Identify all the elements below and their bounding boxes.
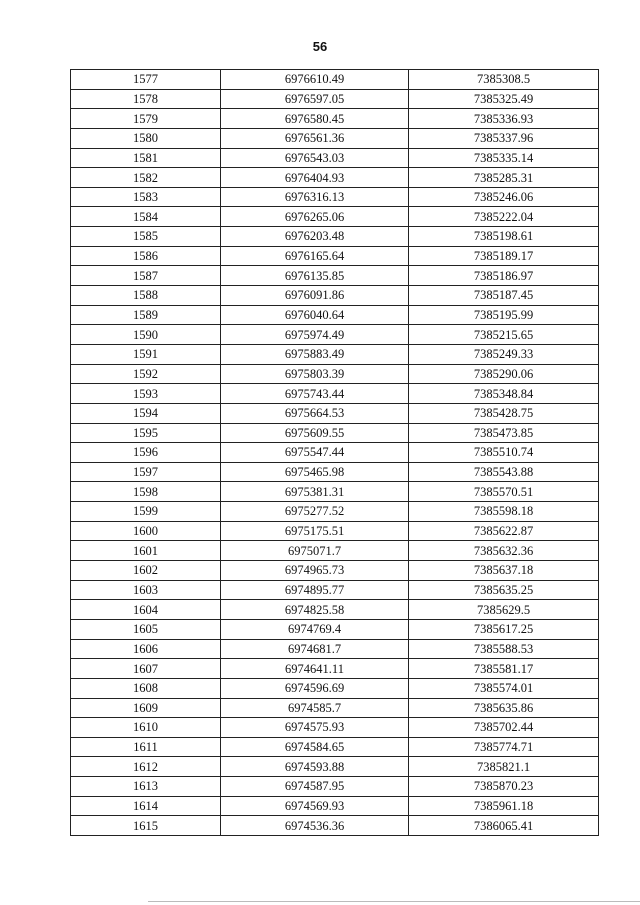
y-coordinate-cell: 7385187.45 — [409, 286, 599, 306]
point-number-cell: 1610 — [71, 718, 221, 738]
point-number-cell: 1578 — [71, 89, 221, 109]
point-number-cell: 1611 — [71, 737, 221, 757]
table-row — [71, 207, 599, 227]
x-coordinate-cell: 6976543.03 — [221, 148, 409, 168]
x-coordinate-cell: 6976561.36 — [221, 128, 409, 148]
point-number-cell: 1596 — [71, 443, 221, 463]
y-coordinate-cell: 7385325.49 — [409, 89, 599, 109]
y-coordinate-cell: 7385198.61 — [409, 227, 599, 247]
table-row — [71, 580, 599, 600]
table-row — [71, 796, 599, 816]
y-coordinate-cell: 7385574.01 — [409, 678, 599, 698]
x-coordinate-cell: 6975277.52 — [221, 502, 409, 522]
x-coordinate-cell: 6974584.65 — [221, 737, 409, 757]
scan-edge-line — [148, 901, 640, 902]
x-coordinate-cell: 6974825.58 — [221, 600, 409, 620]
table-row — [71, 325, 599, 345]
table-row — [71, 482, 599, 502]
point-number-cell: 1607 — [71, 659, 221, 679]
table-row — [71, 266, 599, 286]
x-coordinate-cell: 6975465.98 — [221, 462, 409, 482]
table-row — [71, 384, 599, 404]
table-row — [71, 561, 599, 581]
x-coordinate-cell: 6976580.45 — [221, 109, 409, 129]
table-row — [71, 227, 599, 247]
table-row — [71, 600, 599, 620]
y-coordinate-cell: 7385588.53 — [409, 639, 599, 659]
y-coordinate-cell: 7385702.44 — [409, 718, 599, 738]
x-coordinate-cell: 6976404.93 — [221, 168, 409, 188]
point-number-cell: 1583 — [71, 187, 221, 207]
y-coordinate-cell: 7385290.06 — [409, 364, 599, 384]
y-coordinate-cell: 7385570.51 — [409, 482, 599, 502]
y-coordinate-cell: 7385246.06 — [409, 187, 599, 207]
point-number-cell: 1592 — [71, 364, 221, 384]
point-number-cell: 1588 — [71, 286, 221, 306]
point-number-cell: 1584 — [71, 207, 221, 227]
y-coordinate-cell: 7385635.25 — [409, 580, 599, 600]
x-coordinate-cell: 6974536.36 — [221, 816, 409, 836]
y-coordinate-cell: 7385285.31 — [409, 168, 599, 188]
point-number-cell: 1585 — [71, 227, 221, 247]
y-coordinate-cell: 7385821.1 — [409, 757, 599, 777]
y-coordinate-cell: 7385335.14 — [409, 148, 599, 168]
point-number-cell: 1603 — [71, 580, 221, 600]
table-row — [71, 678, 599, 698]
point-number-cell: 1604 — [71, 600, 221, 620]
y-coordinate-cell: 7385510.74 — [409, 443, 599, 463]
x-coordinate-cell: 6975547.44 — [221, 443, 409, 463]
y-coordinate-cell: 7385543.88 — [409, 462, 599, 482]
x-coordinate-cell: 6975071.7 — [221, 541, 409, 561]
table-row — [71, 443, 599, 463]
y-coordinate-cell: 7385629.5 — [409, 600, 599, 620]
x-coordinate-cell: 6976135.85 — [221, 266, 409, 286]
x-coordinate-cell: 6974585.7 — [221, 698, 409, 718]
y-coordinate-cell: 7385637.18 — [409, 561, 599, 581]
coordinates-table — [70, 69, 599, 836]
y-coordinate-cell: 7385870.23 — [409, 777, 599, 797]
y-coordinate-cell: 7385622.87 — [409, 521, 599, 541]
point-number-cell: 1606 — [71, 639, 221, 659]
table-row — [71, 109, 599, 129]
y-coordinate-cell: 7385473.85 — [409, 423, 599, 443]
y-coordinate-cell: 7385186.97 — [409, 266, 599, 286]
x-coordinate-cell: 6975381.31 — [221, 482, 409, 502]
y-coordinate-cell: 7385598.18 — [409, 502, 599, 522]
x-coordinate-cell: 6976597.05 — [221, 89, 409, 109]
table-row — [71, 148, 599, 168]
x-coordinate-cell: 6974587.95 — [221, 777, 409, 797]
y-coordinate-cell: 7385308.5 — [409, 70, 599, 90]
table-row — [71, 541, 599, 561]
x-coordinate-cell: 6976265.06 — [221, 207, 409, 227]
x-coordinate-cell: 6976316.13 — [221, 187, 409, 207]
table-row — [71, 777, 599, 797]
y-coordinate-cell: 7385195.99 — [409, 305, 599, 325]
y-coordinate-cell: 7385617.25 — [409, 619, 599, 639]
x-coordinate-cell: 6974596.69 — [221, 678, 409, 698]
table-row — [71, 737, 599, 757]
table-row — [71, 521, 599, 541]
point-number-cell: 1593 — [71, 384, 221, 404]
point-number-cell: 1613 — [71, 777, 221, 797]
x-coordinate-cell: 6975743.44 — [221, 384, 409, 404]
table-row — [71, 70, 599, 90]
point-number-cell: 1590 — [71, 325, 221, 345]
x-coordinate-cell: 6976165.64 — [221, 246, 409, 266]
table-row — [71, 698, 599, 718]
x-coordinate-cell: 6975664.53 — [221, 403, 409, 423]
x-coordinate-cell: 6974593.88 — [221, 757, 409, 777]
y-coordinate-cell: 7385215.65 — [409, 325, 599, 345]
x-coordinate-cell: 6975803.39 — [221, 364, 409, 384]
coordinates-table-body — [71, 70, 599, 836]
point-number-cell: 1605 — [71, 619, 221, 639]
y-coordinate-cell: 7385961.18 — [409, 796, 599, 816]
y-coordinate-cell: 7385189.17 — [409, 246, 599, 266]
point-number-cell: 1591 — [71, 344, 221, 364]
y-coordinate-cell: 7385632.36 — [409, 541, 599, 561]
table-row — [71, 659, 599, 679]
table-row — [71, 246, 599, 266]
point-number-cell: 1589 — [71, 305, 221, 325]
table-row — [71, 128, 599, 148]
x-coordinate-cell: 6976203.48 — [221, 227, 409, 247]
point-number-cell: 1597 — [71, 462, 221, 482]
x-coordinate-cell: 6976610.49 — [221, 70, 409, 90]
table-row — [71, 462, 599, 482]
table-row — [71, 502, 599, 522]
table-row — [71, 305, 599, 325]
y-coordinate-cell: 7385581.17 — [409, 659, 599, 679]
table-row — [71, 168, 599, 188]
table-row — [71, 286, 599, 306]
page-number: 56 — [312, 39, 328, 54]
point-number-cell: 1586 — [71, 246, 221, 266]
x-coordinate-cell: 6974569.93 — [221, 796, 409, 816]
table-row — [71, 423, 599, 443]
table-row — [71, 639, 599, 659]
table-row — [71, 619, 599, 639]
table-row — [71, 364, 599, 384]
table-row — [71, 344, 599, 364]
x-coordinate-cell: 6975883.49 — [221, 344, 409, 364]
table-row — [71, 403, 599, 423]
point-number-cell: 1608 — [71, 678, 221, 698]
x-coordinate-cell: 6974575.93 — [221, 718, 409, 738]
point-number-cell: 1594 — [71, 403, 221, 423]
point-number-cell: 1598 — [71, 482, 221, 502]
point-number-cell: 1602 — [71, 561, 221, 581]
point-number-cell: 1600 — [71, 521, 221, 541]
point-number-cell: 1580 — [71, 128, 221, 148]
y-coordinate-cell: 7385337.96 — [409, 128, 599, 148]
x-coordinate-cell: 6974681.7 — [221, 639, 409, 659]
y-coordinate-cell: 7385336.93 — [409, 109, 599, 129]
point-number-cell: 1609 — [71, 698, 221, 718]
x-coordinate-cell: 6975609.55 — [221, 423, 409, 443]
x-coordinate-cell: 6974641.11 — [221, 659, 409, 679]
point-number-cell: 1579 — [71, 109, 221, 129]
table-row — [71, 187, 599, 207]
point-number-cell: 1587 — [71, 266, 221, 286]
x-coordinate-cell: 6974965.73 — [221, 561, 409, 581]
x-coordinate-cell: 6974769.4 — [221, 619, 409, 639]
x-coordinate-cell: 6975175.51 — [221, 521, 409, 541]
y-coordinate-cell: 7385635.86 — [409, 698, 599, 718]
y-coordinate-cell: 7385774.71 — [409, 737, 599, 757]
point-number-cell: 1615 — [71, 816, 221, 836]
y-coordinate-cell: 7385348.84 — [409, 384, 599, 404]
table-row — [71, 718, 599, 738]
point-number-cell: 1599 — [71, 502, 221, 522]
point-number-cell: 1614 — [71, 796, 221, 816]
table-row — [71, 816, 599, 836]
point-number-cell: 1612 — [71, 757, 221, 777]
x-coordinate-cell: 6976040.64 — [221, 305, 409, 325]
x-coordinate-cell: 6976091.86 — [221, 286, 409, 306]
y-coordinate-cell: 7386065.41 — [409, 816, 599, 836]
x-coordinate-cell: 6975974.49 — [221, 325, 409, 345]
point-number-cell: 1581 — [71, 148, 221, 168]
point-number-cell: 1582 — [71, 168, 221, 188]
point-number-cell: 1595 — [71, 423, 221, 443]
y-coordinate-cell: 7385249.33 — [409, 344, 599, 364]
point-number-cell: 1577 — [71, 70, 221, 90]
y-coordinate-cell: 7385428.75 — [409, 403, 599, 423]
y-coordinate-cell: 7385222.04 — [409, 207, 599, 227]
table-row — [71, 89, 599, 109]
x-coordinate-cell: 6974895.77 — [221, 580, 409, 600]
table-row — [71, 757, 599, 777]
point-number-cell: 1601 — [71, 541, 221, 561]
